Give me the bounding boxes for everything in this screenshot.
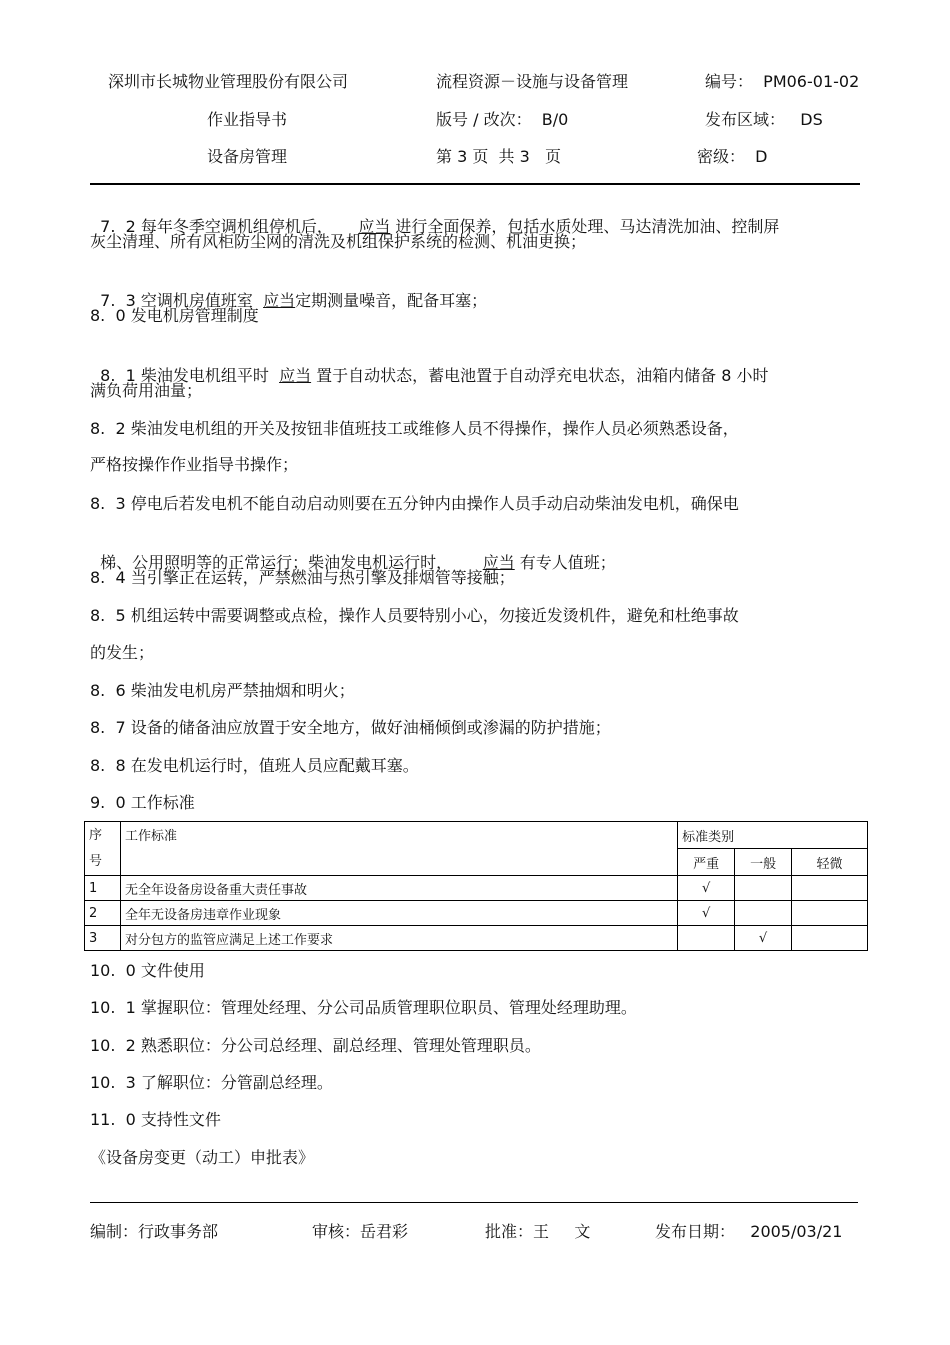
document-title: 设备房管理 bbox=[207, 147, 288, 166]
table-header-row bbox=[85, 822, 868, 849]
row-standard: 对分包方的监管应满足上述工作要求 bbox=[120, 926, 677, 951]
paragraph-10-1: 10. 1 掌握职位：管理处经理、分公司品质管理职位职员、管理处经理助理。 bbox=[90, 998, 637, 1017]
paragraph-10-2: 10. 2 熟悉职位：分公司总经理、副总经理、管理处管理职员。 bbox=[90, 1036, 541, 1055]
company-name: 深圳市长城物业管理股份有限公司 bbox=[108, 72, 349, 91]
row-minor-mark bbox=[792, 926, 868, 951]
paragraph-text: 有专人值班； bbox=[514, 553, 616, 572]
paragraph-8-1-cont: 满负荷用油量； bbox=[90, 381, 203, 400]
paragraph-8-6: 8. 6 柴油发电机房严禁抽烟和明火； bbox=[90, 681, 355, 700]
footer-divider bbox=[90, 1202, 858, 1203]
paragraph-text: 7. 3 空调机房值班室 bbox=[100, 291, 264, 310]
paragraph-text: 梯、公用照明等的正常运行；柴油发电机运行时， bbox=[100, 553, 483, 572]
table-row bbox=[85, 901, 868, 926]
row-minor-mark bbox=[792, 876, 868, 901]
row-minor-mark bbox=[792, 901, 868, 926]
row-serious-mark: √ bbox=[678, 901, 735, 926]
row-standard: 无全年设备房设备重大责任事故 bbox=[120, 876, 677, 901]
header-no bbox=[85, 822, 121, 876]
section-9-heading: 9. 0 工作标准 bbox=[90, 793, 195, 812]
table-row bbox=[85, 876, 868, 901]
paragraph-8-4: 8. 4 当引擎正在运转，严禁燃油与热引擎及排烟管等接触； bbox=[90, 568, 515, 587]
supporting-document: 《设备房变更（动工）申批表》 bbox=[90, 1148, 315, 1167]
row-no: 1 bbox=[85, 876, 121, 901]
header-category: 标准类别 bbox=[678, 822, 868, 849]
paragraph-10-3: 10. 3 了解职位：分管副总经理。 bbox=[90, 1073, 333, 1092]
document-code: 编号： PM06-01-02 bbox=[705, 72, 860, 91]
paragraph-text: 7. 2 每年冬季空调机组停机后， bbox=[100, 217, 359, 236]
underlined-text: 应当 bbox=[263, 291, 296, 310]
underlined-text: 应当 bbox=[482, 553, 515, 572]
header-general: 一般 bbox=[735, 849, 792, 876]
paragraph-text: 进行全面保养，包括水质处理、马达清洗加油、控制屏 bbox=[390, 217, 780, 236]
row-general-mark bbox=[735, 876, 792, 901]
paragraph-8-2: 8. 2 柴油发电机组的开关及按钮非值班技工或维修人员不得操作，操作人员必须熟悉设备， bbox=[90, 419, 739, 438]
paragraph-text: 8. 1 柴油发电机组平时 bbox=[100, 366, 280, 385]
section-10-heading: 10. 0 文件使用 bbox=[90, 961, 205, 980]
row-general-mark: √ bbox=[735, 926, 792, 951]
footer-compiler: 编制：行政事务部 bbox=[90, 1222, 219, 1241]
footer-release-date: 发布日期： 2005/03/21 bbox=[655, 1222, 843, 1241]
section-11-heading: 11. 0 支持性文件 bbox=[90, 1110, 221, 1129]
release-area: 发布区域： DS bbox=[705, 110, 823, 129]
underlined-text: 应当 bbox=[279, 366, 312, 385]
security-level: 密级： D bbox=[697, 147, 768, 166]
underlined-text: 应当 bbox=[358, 217, 391, 236]
section-8-heading: 8. 0 发电机房管理制度 bbox=[90, 306, 259, 325]
work-standard-table bbox=[84, 821, 868, 951]
paragraph-7-2-cont: 灰尘清理、所有风柜防尘网的清洗及机组保护系统的检测、机油更换； bbox=[90, 232, 587, 251]
paragraph-8-5-cont: 的发生； bbox=[90, 643, 155, 662]
document-type: 作业指导书 bbox=[207, 110, 288, 129]
header-divider bbox=[90, 183, 860, 185]
paragraph-8-3: 8. 3 停电后若发电机不能自动启动则要在五分钟内由操作人员手动启动柴油发电机，确保电 bbox=[90, 494, 739, 513]
row-serious-mark: √ bbox=[678, 876, 735, 901]
paragraph-text: 置于自动状态，蓄电池置于自动浮充电状态，油箱内储备 8 小时 bbox=[311, 366, 769, 385]
header-serious: 严重 bbox=[678, 849, 735, 876]
paragraph-8-2-cont: 严格按操作作业指导书操作； bbox=[90, 455, 299, 474]
paragraph-8-7: 8. 7 设备的储备油应放置于安全地方，做好油桶倾倒或渗漏的防护措施； bbox=[90, 718, 611, 737]
row-no: 2 bbox=[85, 901, 121, 926]
paragraph-8-8: 8. 8 在发电机运行时，值班人员应配戴耳塞。 bbox=[90, 756, 419, 775]
paragraph-text: 定期测量噪音，配备耳塞； bbox=[295, 291, 488, 310]
footer-approver: 批准：王 文 bbox=[485, 1222, 591, 1241]
row-standard: 全年无设备房违章作业现象 bbox=[120, 901, 677, 926]
paragraph-8-5: 8. 5 机组运转中需要调整或点检，操作人员要特别小心，勿接近发烫机件，避免和杜绝事故 bbox=[90, 606, 739, 625]
row-serious-mark bbox=[678, 926, 735, 951]
header-no-line2: 号 bbox=[89, 854, 103, 869]
row-no: 3 bbox=[85, 926, 121, 951]
row-general-mark bbox=[735, 901, 792, 926]
header-standard: 工作标准 bbox=[120, 822, 677, 876]
table-row bbox=[85, 926, 868, 951]
process-name: 流程资源－设施与设备管理 bbox=[436, 72, 629, 91]
footer-reviewer: 审核：岳君彩 bbox=[312, 1222, 409, 1241]
header-no-line1: 序 bbox=[89, 828, 103, 843]
header-minor: 轻微 bbox=[792, 849, 868, 876]
page-number: 第 3 页 共 3 页 bbox=[436, 147, 562, 166]
version-info: 版号 / 改次： B/0 bbox=[436, 110, 569, 129]
